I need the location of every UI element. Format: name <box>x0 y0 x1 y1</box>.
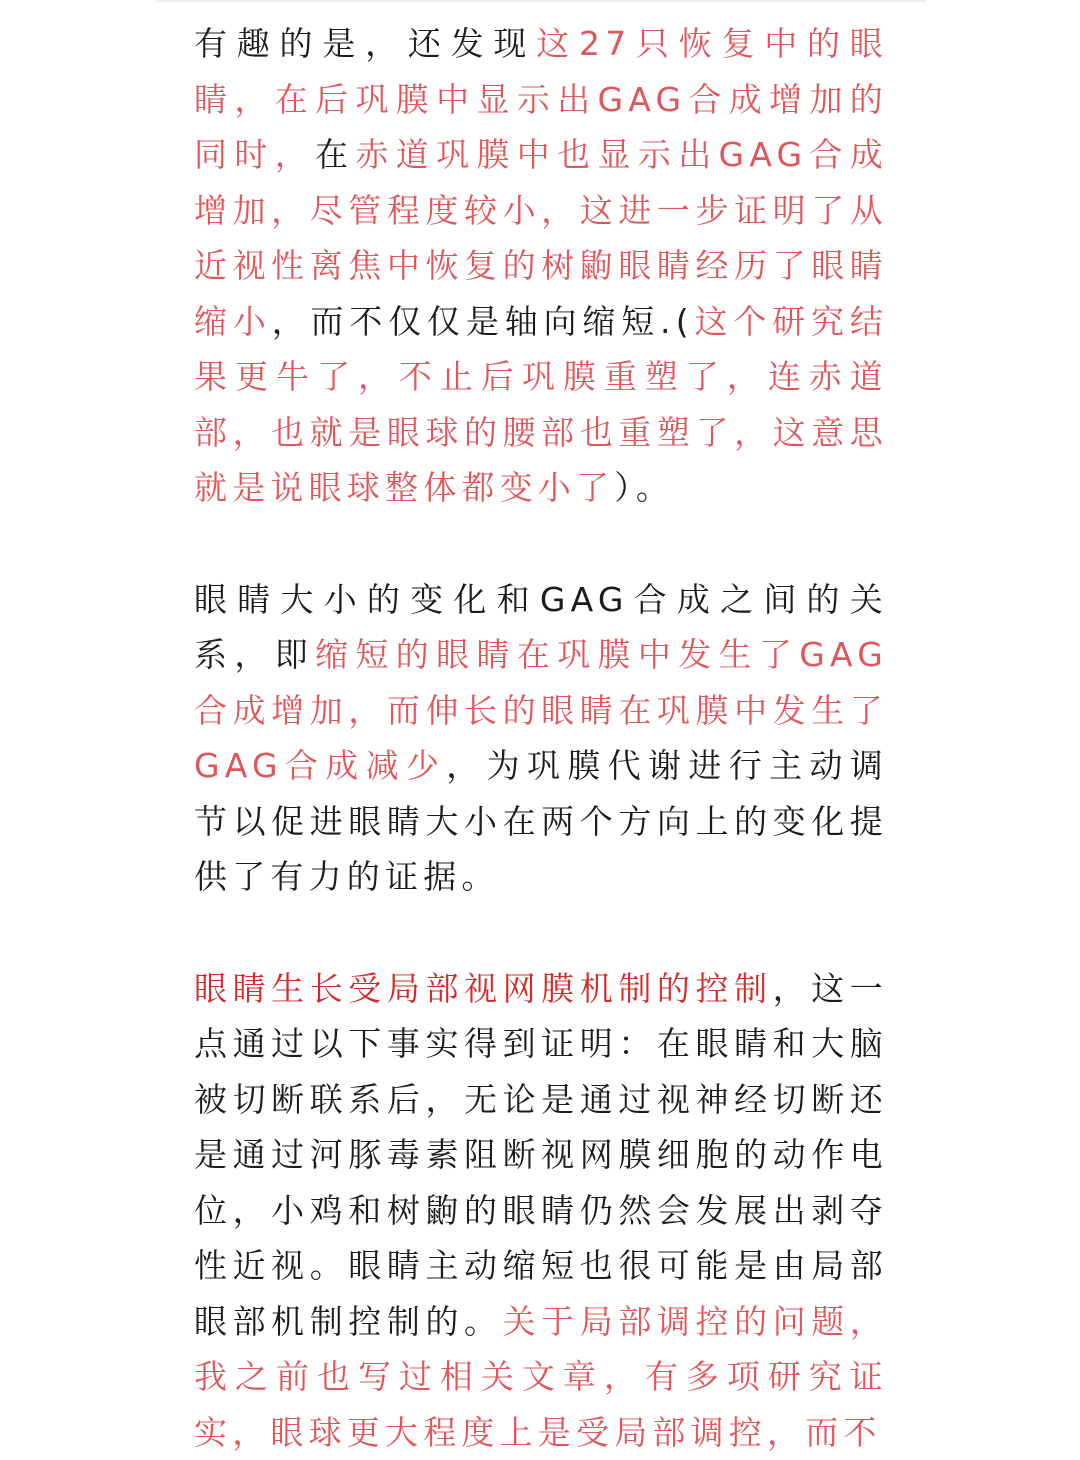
text-segment: ）。 <box>614 468 674 507</box>
text-segment: ，这一点通过以下事实得到证明：在眼睛和大脑被切断联系后，无论是通过视神经切断还是通过河豚毒素阻断视网膜细胞的动作电位，小鸡和树鼩的眼睛仍然会发展出剥夺性近视。眼睛主动缩短也很可能是由局部眼部机制控制的。 <box>194 969 888 1341</box>
paragraph-local-retinal-control <box>194 961 888 1460</box>
article-body <box>194 16 888 1460</box>
text-segment: 有趣的是，还发现 <box>194 24 536 63</box>
text-segment: ，为巩膜代谢进行主动调节以促进眼睛大小在两个方向上的变化提供了有力的证据。 <box>194 746 888 896</box>
text-segment: 在 <box>315 135 355 174</box>
text-segment: ，而不仅仅是轴向缩短.( <box>272 302 694 341</box>
highlighted-text: 这个研究结果更牛了，不止后巩膜重塑了，连赤道部，也就是眼球的腰部也重塑了，这意思就是说眼球整体都变小了 <box>194 302 888 508</box>
highlighted-text: 赤道巩膜中也显示出GAG合成增加，尽管程度较小，这进一步证明了从近视性离焦中恢复的树鼩眼睛经历了眼睛缩小 <box>194 135 888 341</box>
paragraph-eye-shrinkage <box>194 16 888 516</box>
emphasized-heading-text: 眼睛生长受局部视网膜机制的控制 <box>194 969 773 1008</box>
paragraph-gag-relationship <box>194 572 888 905</box>
top-divider <box>156 0 926 2</box>
text-segment: 眼睛大小的变化和GAG合成之间的关系，即 <box>194 580 888 675</box>
highlighted-text: 关于局部调控的问题，我之前也写过相关文章，有多项研究证实，眼球更大程度上是受局部调控，而不 <box>194 1302 888 1452</box>
highlighted-text: 这27只恢复中的眼睛，在后巩膜中显示出GAG合成增加的同时， <box>194 24 888 174</box>
highlighted-text: 缩短的眼睛在巩膜中发生了GAG合成增加，而伸长的眼睛在巩膜中发生了GAG合成减少 <box>194 635 888 785</box>
